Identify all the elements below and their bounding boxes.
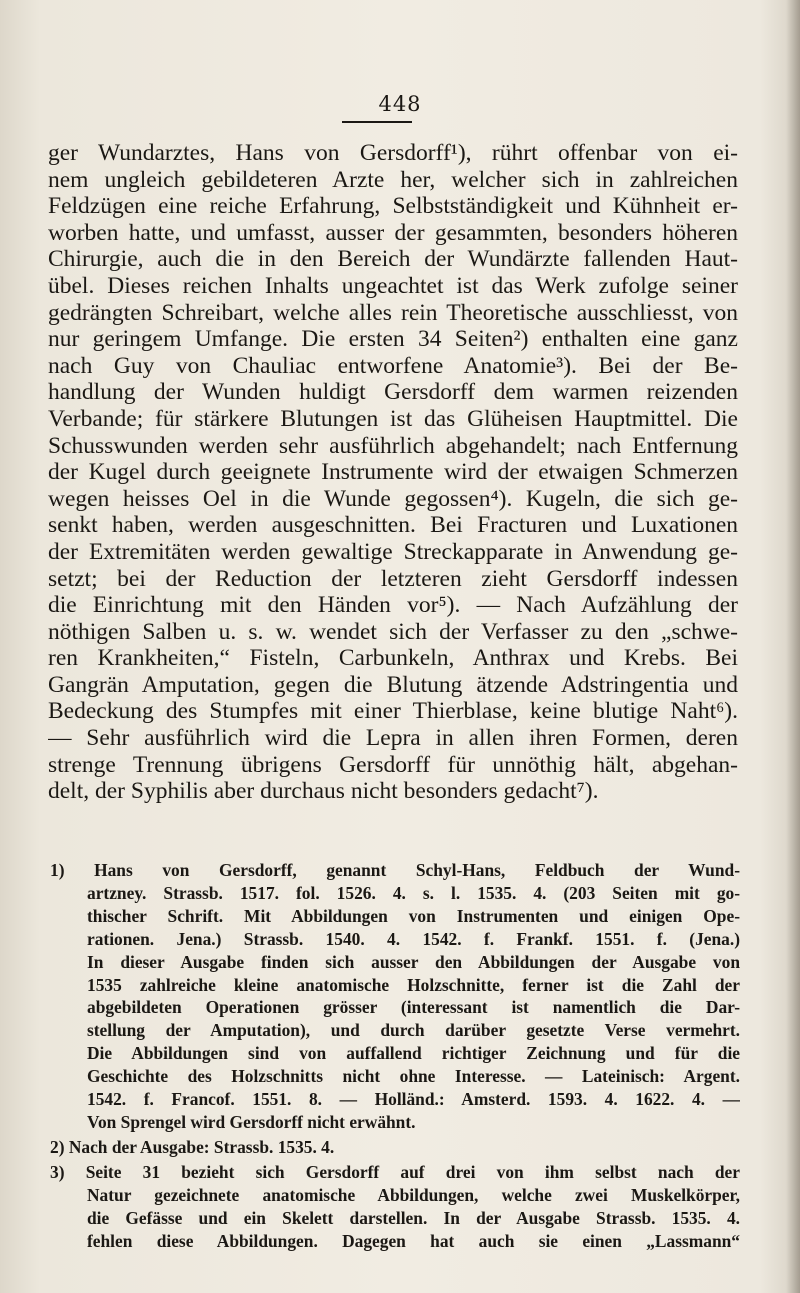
text-line: ren Krankheiten,“ Fisteln, Carbunkeln, Anthrax und Krebs. Bei bbox=[48, 645, 738, 672]
text-line: Bedeckung des Stumpfes mit einer Thierblase, keine blutige Naht⁶). bbox=[48, 698, 738, 725]
footnote-line: 1542. f. Francof. 1551. 8. — Holländ.: Amsterd. 1593. 4. 1622. 4. — bbox=[87, 1089, 740, 1110]
text-line: senkt haben, werden ausgeschnitten. Bei Fracturen und Luxationen bbox=[48, 512, 738, 539]
text-line: wegen heisses Oel in die Wunde gegossen⁴). Kugeln, die sich ge- bbox=[48, 485, 738, 512]
text-line: die Einrichtung mit den Händen vor⁵). — Nach Aufzählung der bbox=[48, 592, 738, 619]
text-line: nem ungleich gebildeteren Arzte her, welcher sich in zahlreichen bbox=[48, 166, 738, 193]
text-line: worben hatte, und umfasst, ausser der gesammten, besonders höheren bbox=[48, 219, 738, 246]
text-line: nach Guy von Chauliac entworfene Anatomie³). Bei der Be- bbox=[48, 352, 738, 379]
footnote-line: Natur gezeichnete anatomische Abbildungen, welche zwei Muskelkörper, bbox=[87, 1184, 740, 1205]
text-line: gedrängten Schreibart, welche alles rein Theoretische ausschliesst, von bbox=[48, 299, 738, 326]
footnote-line: In dieser Ausgabe finden sich ausser den Abbildungen der Ausgabe von bbox=[87, 951, 740, 972]
footnote-line: 1) Hans von Gersdorff, genannt Schyl-Hans, Feldbuch der Wund- bbox=[50, 860, 740, 880]
text-line: nöthigen Salben u. s. w. wendet sich der Verfasser zu den „schwe- bbox=[48, 618, 738, 645]
footnote-line: artzney. Strassb. 1517. fol. 1526. 4. s. l. 1535. 4. (203 Seiten mit go- bbox=[87, 882, 740, 903]
text-line: — Sehr ausführlich wird die Lepra in allen ihren Formen, deren bbox=[48, 725, 738, 752]
footnote-line: 1535 zahlreiche kleine anatomische Holzschnitte, ferner ist die Zahl der bbox=[87, 974, 740, 995]
footnote-line: Die Abbildungen sind von auffallend richtiger Zeichnung und für die bbox=[87, 1043, 740, 1064]
footnote-line: rationen. Jena.) Strassb. 1540. 4. 1542. f. Frankf. 1551. f. (Jena.) bbox=[87, 928, 740, 949]
text-line: Schusswunden werden sehr ausführlich abgehandelt; nach Entfernung bbox=[48, 432, 738, 459]
text-line: der Extremitäten werden gewaltige Streckapparate in Anwendung ge- bbox=[48, 538, 738, 565]
text-line: der Kugel durch geeignete Instrumente wird der etwaigen Schmerzen bbox=[48, 459, 738, 486]
footnote-2 bbox=[50, 1136, 740, 1159]
page-number-rule bbox=[342, 121, 412, 123]
footnote-line: thischer Schrift. Mit Abbildungen von Instrumenten und einigen Ope- bbox=[87, 905, 740, 926]
footnote-line: 3) Seite 31 bezieht sich Gersdorff auf drei von ihm selbst nach der bbox=[50, 1161, 740, 1182]
text-line: übel. Dieses reichen Inhalts ungeachtet ist das Werk zufolge seiner bbox=[48, 272, 738, 299]
page-edge-shadow bbox=[786, 0, 800, 1293]
footnote-3 bbox=[50, 1161, 740, 1253]
text-line: strenge Trennung übrigens Gersdorff für unnöthig hält, abgehan- bbox=[48, 751, 738, 778]
footnote-line: fehlen diese Abbildungen. Dagegen hat auch sie einen „Lassmann“ bbox=[87, 1230, 740, 1251]
footnotes bbox=[50, 859, 740, 1252]
page-number: 448 bbox=[378, 92, 422, 116]
text-line: ger Wundarztes, Hans von Gersdorff¹), rührt offenbar von ei- bbox=[48, 140, 738, 166]
text-line: Gangrän Amputation, gegen die Blutung ätzende Adstringentia und bbox=[48, 671, 738, 698]
text-line: nur geringem Umfange. Die ersten 34 Seiten²) enthalten eine ganz bbox=[48, 326, 738, 353]
footnote-line: stellung der Amputation), und durch darüber gesetzte Verse vermehrt. bbox=[87, 1020, 740, 1041]
main-text bbox=[48, 140, 738, 805]
text-line: handlung der Wunden huldigt Gersdorff dem warmen reizenden bbox=[48, 379, 738, 406]
text-line: setzt; bei der Reduction der letzteren zieht Gersdorff indessen bbox=[48, 565, 738, 592]
text-line: Chirurgie, auch die in den Bereich der Wundärzte fallenden Haut- bbox=[48, 246, 738, 273]
footnote-line: die Gefässe und ein Skelett darstellen. In der Ausgabe Strassb. 1535. 4. bbox=[87, 1207, 740, 1228]
footnote-line: abgebildeten Operationen grösser (interessant ist namentlich die Dar- bbox=[87, 997, 740, 1018]
footnote-line: 2) Nach der Ausgabe: Strassb. 1535. 4. bbox=[50, 1136, 335, 1157]
footnote-line: Geschichte des Holzschnitts nicht ohne Interesse. — Lateinisch: Argent. bbox=[87, 1066, 740, 1087]
text-line: Feldzügen eine reiche Erfahrung, Selbstständigkeit und Kühnheit er- bbox=[48, 193, 738, 220]
text-line: delt, der Syphilis aber durchaus nicht besonders gedacht⁷). bbox=[48, 778, 599, 805]
text-line: Verbande; für stärkere Blutungen ist das Glüheisen Hauptmittel. Die bbox=[48, 405, 738, 432]
footnote-1 bbox=[50, 859, 740, 1134]
footnote-line: Von Sprengel wird Gersdorff nicht erwähnt. bbox=[87, 1111, 416, 1132]
